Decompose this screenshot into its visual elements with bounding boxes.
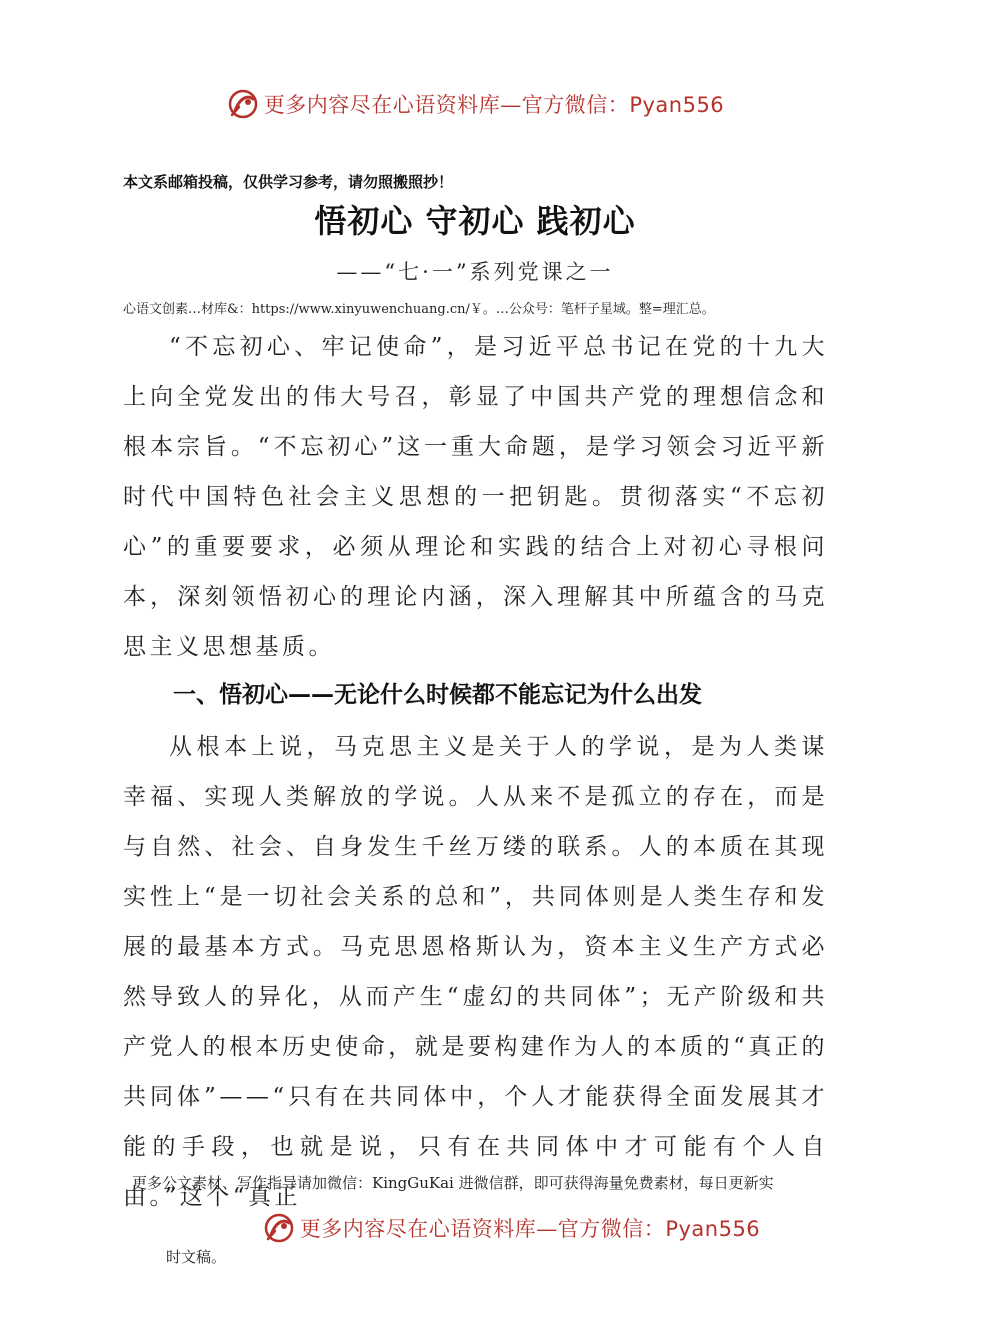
document-subtitle: ——“七·一”系列党课之一 (336, 260, 614, 284)
paragraph-section-1: 从根本上说，马克思主义是关于人的学说，是为人类谋幸福、实现人类解放的学说。人从来不是孤立的存在，而是与自然、社会、自身发生千丝万缕的联系。人的本质在其现实性上“是一切社会关系的总和”，共同体则是人类生存和发展的最基本方式。马克思恩格斯认为，资本主义生产方式必然导致人的异化，从而产生“虚幻的共同体”；无产阶级和共产党人的根本历史使命，就是要构建作为人的本质的“真正的共同体”——“只有在共同体中，个人才能获得全面发展其才能的手段，也就是说，只有在共同体中才可能有个人自由。”这个“真正 (123, 734, 828, 1210)
banner-text (300, 1213, 760, 1243)
brand-logo-icon (226, 87, 260, 121)
banner-text-cn: 更多内容尽在心语资料库—官方微信： (299, 1217, 666, 1241)
paragraph-intro: “不忘初心、牢记使命”，是习近平总书记在党的十九大上向全党发出的伟大号召，彰显了中国共产党的理想信念和根本宗旨。“不忘初心”这一重大命题，是学习领会习近平新时代中国特色社会主义思想的一把钥匙。贯彻落实“不忘初心”的重要要求，必须从理论和实践的结合上对初心寻根问本，深刻领悟初心的理论内涵，深入理解其中所蕴含的马克思主义思想基质。 (123, 334, 828, 660)
footer-note-continued: 时文稿。 (166, 1248, 227, 1266)
source-line: 心语文创素…材库&：https://www.xinyuwenchuang.cn/￥。…公众号：笔杆子星域。整=理汇总。 (123, 302, 715, 317)
footer-note: 更多公文素材、写作指导请加微信：KingGuKai 进微信群，即可获得海量免费素材，每日更新实 (132, 1174, 774, 1192)
header-banner (0, 82, 950, 126)
footer-banner (36, 1206, 986, 1250)
banner-text (264, 89, 724, 119)
brand-logo-icon (262, 1211, 296, 1245)
document-title: 悟初心 守初心 践初心 (314, 202, 636, 240)
section-heading-1: 一、悟初心——无论什么时候都不能忘记为什么出发 (173, 682, 702, 708)
submission-notice: 本文系邮箱投稿，仅供学习参考，请勿照搬照抄！ (123, 173, 454, 191)
banner-wechat-id: Pyan556 (665, 1217, 761, 1241)
banner-text-cn: 更多内容尽在心语资料库—官方微信： (263, 93, 630, 117)
banner-wechat-id: Pyan556 (629, 93, 725, 117)
